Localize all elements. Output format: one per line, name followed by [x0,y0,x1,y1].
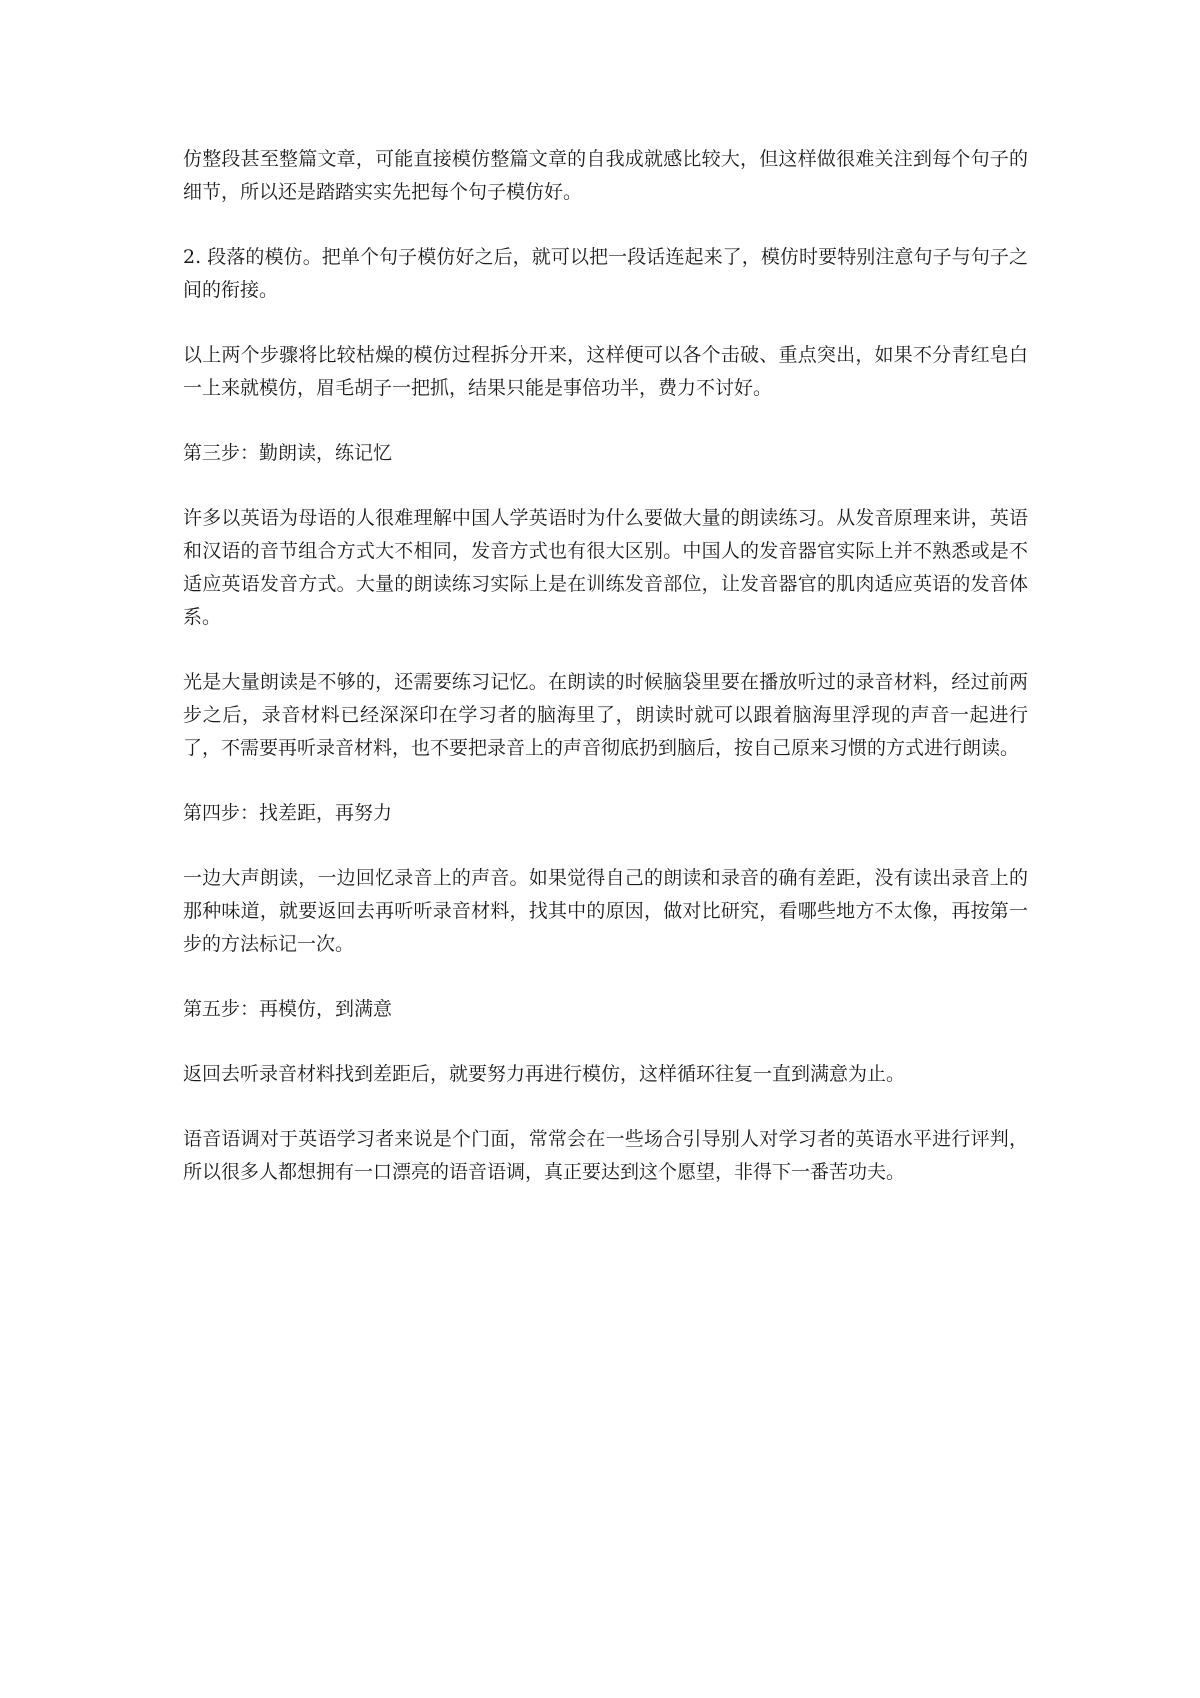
step-three-heading: 第三步：勤朗读，练记忆 [183,442,393,464]
paragraph-6: 一边大声朗读，一边回忆录音上的声音。如果觉得自己的朗读和录音的确有差距，没有读出录音上的那种味道，就要返回去再听听录音材料，找其中的原因，做对比研究，看哪些地方不太像，再按第一步的方法标记一次。 [183,867,1028,955]
paragraph-4: 许多以英语为母语的人很难理解中国人学英语时为什么要做大量的朗读练习。从发音原理来讲，英语和汉语的音节组合方式大不相同，发音方式也有很大区别。中国人的发音器官实际上并不熟悉或是不适应英语发音方式。大量的朗读练习实际上是在训练发音部位，让发音器官的肌肉适应英语的发音体系。 [183,507,1028,628]
step-five-heading: 第五步：再模仿，到满意 [183,998,393,1020]
paragraph-7: 返回去听录音材料找到差距后，就要努力再进行模仿，这样循环往复一直到满意为止。 [183,1063,906,1085]
paragraph-8: 语音语调对于英语学习者来说是个门面，常常会在一些场合引导别人对学习者的英语水平进行评判，所以很多人都想拥有一口漂亮的语音语调，真正要达到这个愿望，非得下一番苦功夫。 [183,1128,1028,1183]
document-body [183,143,1028,1221]
paragraph-5: 光是大量朗读是不够的，还需要练习记忆。在朗读的时候脑袋里要在播放听过的录音材料，经过前两步之后，录音材料已经深深印在学习者的脑海里了，朗读时就可以跟着脑海里浮现的声音一起进行了，不需要再听录音材料，也不要把录音上的声音彻底扔到脑后，按自己原来习惯的方式进行朗读。 [183,671,1028,759]
paragraph-1: 仿整段甚至整篇文章，可能直接模仿整篇文章的自我成就感比较大，但这样做很难关注到每个句子的细节，所以还是踏踏实实先把每个句子模仿好。 [183,148,1028,203]
step-four-heading: 第四步：找差距，再努力 [183,802,393,824]
paragraph-3: 以上两个步骤将比较枯燥的模仿过程拆分开来，这样便可以各个击破、重点突出，如果不分青红皂白一上来就模仿，眉毛胡子一把抓，结果只能是事倍功半，费力不讨好。 [183,344,1028,399]
paragraph-2: 2. 段落的模仿。把单个句子模仿好之后，就可以把一段话连起来了，模仿时要特别注意句子与句子之间的衔接。 [183,246,1028,301]
